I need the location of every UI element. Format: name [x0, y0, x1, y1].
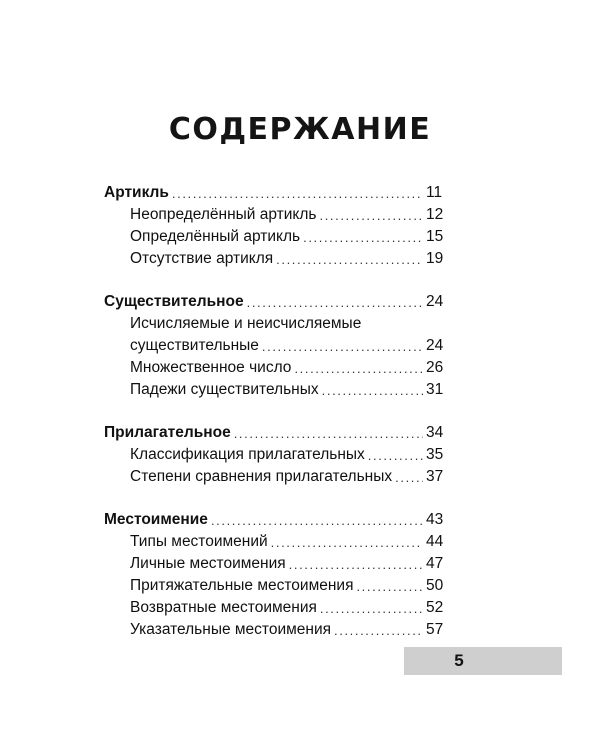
- toc-subentry[interactable]: [104, 575, 442, 597]
- dot-leader: [320, 206, 424, 226]
- dot-leader: [294, 359, 423, 379]
- toc-subentry[interactable]: [104, 204, 442, 226]
- dot-leader: [368, 446, 423, 466]
- toc-section-article: [104, 182, 442, 270]
- toc-subentry-page: 35: [426, 446, 444, 463]
- toc-subentry[interactable]: [104, 444, 442, 466]
- toc-subentry-page: 15: [426, 228, 444, 245]
- toc-entry-page: 34: [426, 424, 444, 441]
- dot-leader: [276, 250, 423, 270]
- dot-leader: [211, 511, 423, 531]
- page-title: СОДЕРЖАНИЕ: [168, 112, 432, 147]
- toc-section-pronoun: [104, 509, 442, 641]
- toc-subentry-page: 37: [426, 468, 444, 485]
- page-number: 5: [454, 651, 464, 670]
- dot-leader: [234, 424, 423, 444]
- toc-subentry[interactable]: [104, 335, 442, 357]
- toc-entry[interactable]: [104, 291, 442, 313]
- toc-subentry[interactable]: [104, 379, 442, 401]
- toc-subentry-page: 24: [426, 337, 444, 354]
- toc-subentry[interactable]: [104, 226, 442, 248]
- toc-subentry[interactable]: [104, 553, 442, 575]
- toc-subentry[interactable]: [104, 466, 442, 488]
- dot-leader: [303, 228, 423, 248]
- toc-subentry-page: 26: [426, 359, 444, 376]
- table-of-contents: [104, 182, 442, 662]
- dot-leader: [172, 184, 423, 204]
- toc-subentry-label: существительные: [130, 337, 259, 354]
- toc-subentry-label: Множественное число: [130, 359, 292, 376]
- toc-subentry-label: Притяжательные местоимения: [130, 577, 354, 594]
- toc-subentry-label: Личные местоимения: [130, 555, 286, 572]
- toc-entry[interactable]: [104, 422, 442, 444]
- dot-leader: [395, 468, 423, 488]
- toc-subentry-page: 52: [426, 599, 444, 616]
- toc-subentry-label: Отсутствие артикля: [130, 250, 274, 267]
- toc-subentry[interactable]: [104, 619, 442, 641]
- toc-entry-label: Артикль: [104, 184, 169, 201]
- toc-entry-label: Существительное: [104, 293, 244, 310]
- toc-subentry-page: 47: [426, 555, 444, 572]
- dot-leader: [356, 577, 423, 597]
- toc-subentry[interactable]: [104, 597, 442, 619]
- toc-subentry[interactable]: [104, 531, 442, 553]
- dot-leader: [334, 621, 423, 641]
- toc-subentry-page: 31: [426, 381, 444, 398]
- toc-section-noun: [104, 291, 442, 401]
- toc-section-adjective: [104, 422, 442, 488]
- dot-leader: [271, 533, 423, 553]
- toc-entry-page: 43: [426, 511, 444, 528]
- dot-leader: [247, 293, 423, 313]
- toc-subentry[interactable]: [104, 357, 442, 379]
- toc-subentry-label: Типы местоимений: [130, 533, 268, 550]
- toc-subentry-page: 57: [426, 621, 444, 638]
- toc-entry-page: 24: [426, 293, 444, 310]
- toc-entry[interactable]: [104, 509, 442, 531]
- dot-leader: [320, 599, 423, 619]
- toc-subentry-page: 50: [426, 577, 444, 594]
- toc-entry-label: Прилагательное: [104, 424, 231, 441]
- dot-leader: [322, 381, 423, 401]
- toc-entry-page: 11: [426, 184, 443, 201]
- toc-subentry-page: 12: [426, 206, 444, 223]
- toc-subentry-label: Указательные местоимения: [130, 621, 332, 638]
- toc-subentry-label: Неопределённый артикль: [130, 206, 317, 223]
- dot-leader: [262, 337, 423, 357]
- toc-subentry-label: Степени сравнения прилагательных: [130, 468, 393, 485]
- toc-subentry-label: Определённый артикль: [130, 228, 301, 245]
- toc-subentry-page: 44: [426, 533, 444, 550]
- toc-subentry-label: Возвратные местоимения: [130, 599, 317, 616]
- toc-subentry-label: Исчисляемые и неисчисляемые: [130, 315, 362, 332]
- toc-subentry-line1[interactable]: [104, 313, 442, 335]
- toc-subentry[interactable]: [104, 248, 442, 270]
- toc-subentry-page: 19: [426, 250, 444, 267]
- toc-subentry-label: Классификация прилагательных: [130, 446, 365, 463]
- dot-leader: [289, 555, 423, 575]
- toc-entry-label: Местоимение: [104, 511, 208, 528]
- toc-entry[interactable]: [104, 182, 442, 204]
- toc-subentry-label: Падежи существительных: [130, 381, 319, 398]
